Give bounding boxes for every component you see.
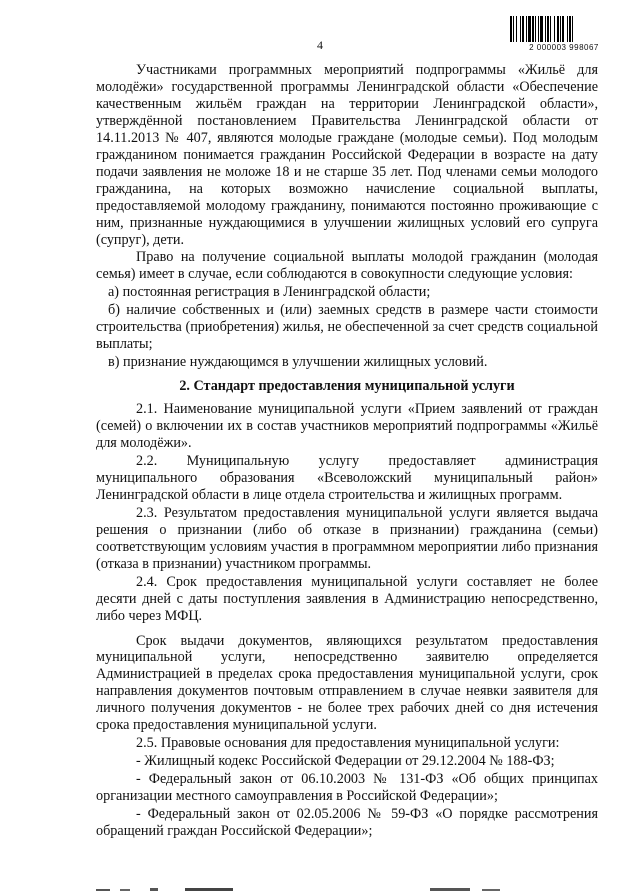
law-item-59-fz: - Федеральный закон от 02.05.2006 № 59-ФЗ «О порядке рассмотрения обращений граждан Российской Федерации»; — [96, 806, 598, 839]
barcode-number: 2 000003 998067 — [529, 43, 599, 52]
page-number: 4 — [317, 38, 323, 52]
law-item-housing-code: - Жилищный кодекс Российской Федерации от 29.12.2004 № 188-ФЗ; — [136, 753, 555, 770]
document-body — [96, 62, 598, 841]
condition-b: б) наличие собственных и (или) заемных средств в размере части стоимости строительства (приобретения) жилья, не обеспеченной за счет средств социальной выплаты; — [96, 302, 598, 353]
clause-2-1: 2.1. Наименование муниципальной услуги «Прием заявлений от граждан (семей) о включении их в состав участников мероприятий подпрограммы «Жильё для молодёжи». — [96, 401, 598, 452]
clause-2-2: 2.2. Муниципальную услугу предоставляет администрация муниципального образования «Всеволожский муниципальный район» Ленинградской области в лице отдела строительства и жилищных программ. — [96, 452, 598, 503]
paragraph-participants: Участниками программных мероприятий подпрограммы «Жильё для молодёжи» государственной программы Ленинградской области «Обеспечение качественным жильём граждан на территории Ленинградской области», утверждённой постановлением Правительства Ленинградской области от 14.11.2013 № 407, являются молодые граждане (молодые семьи). Под молодым гражданином понимается гражданин Российской Федерации в возрасте на дату подачи заявления не моложе 18 и не старше 35 лет. Под членами семьи молодого гражданина, на которых возможно начисление социальной выплаты, предоставляемой молодому гражданину, понимаются постоянно проживающие с ним, признанные нуждающимися в улучшении жилищных условий его супруга (супруг), дети. — [96, 62, 598, 248]
clause-2-3: 2.3. Результатом предоставления муниципальной услуги является выдача решения о признании (либо об отказе в признании) гражданина (семьи) соответствующим условиям участия в программном мероприятии либо признания (отказа в признании) участником программы. — [96, 504, 598, 572]
clause-2-5: 2.5. Правовые основания для предоставления муниципальной услуги: — [136, 735, 560, 752]
scan-edge-marks — [0, 878, 640, 895]
paragraph-right-to-payment: Право на получение социальной выплаты молодой гражданин (молодая семья) имеет в случае, если соблюдаются в совокупности следующие условия: — [96, 249, 598, 283]
law-item-131-fz: - Федеральный закон от 06.10.2003 № 131-ФЗ «Об общих принципах организации местного самоуправления в Российской Федерации»; — [96, 771, 598, 805]
clause-2-4: 2.4. Срок предоставления муниципальной услуги составляет не более десяти дней с даты поступления заявления в Администрацию непосредственно, либо через МФЦ. — [96, 573, 598, 624]
barcode-bars — [508, 16, 620, 42]
condition-c: в) признание нуждающимся в улучшении жилищных условий. — [108, 354, 488, 371]
section-heading: 2. Стандарт предоставления муниципальной услуги — [179, 378, 515, 395]
clause-2-4-documents: Срок выдачи документов, являющихся результатом предоставления муниципальной услуги, непосредственно заявителю определяется Администрацией в пределах срока предоставления муниципальной услуги, срок направления документов почтовым отправлением в случае неявки заявителя для личного получения документов - не более трех рабочих дней со дня истечения срока предоставления муниципальной услуги. — [96, 632, 598, 734]
condition-a: а) постоянная регистрация в Ленинградской области; — [108, 284, 431, 301]
barcode — [508, 16, 620, 52]
